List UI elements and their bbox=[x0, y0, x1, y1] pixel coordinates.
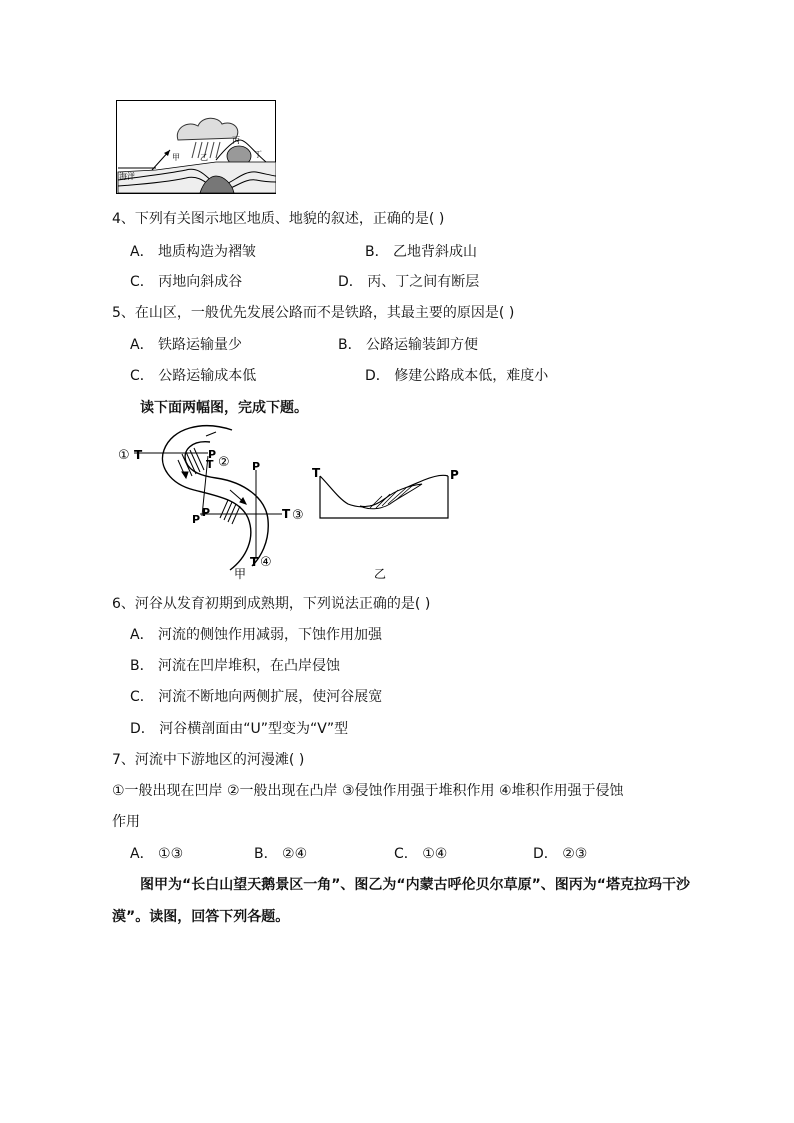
label-section-4: ④ bbox=[260, 555, 272, 570]
label-t-4: T bbox=[250, 555, 259, 569]
label-t-1: T bbox=[134, 448, 143, 462]
label-p-4: P bbox=[252, 460, 261, 473]
label-sea: 海洋 bbox=[119, 172, 135, 181]
q7-option-b[interactable]: B． ②④ bbox=[254, 846, 308, 862]
geology-section-figure bbox=[116, 100, 276, 194]
intro-read-figures: 读下面两幅图，完成下题。 bbox=[140, 400, 308, 416]
question-7-stem: 7、河流中下游地区的河漫滩( ) bbox=[112, 752, 305, 768]
q7-option-d[interactable]: D． ②③ bbox=[533, 846, 588, 862]
label-bing: 丙 bbox=[232, 136, 240, 145]
question-7-statements-cont: 作用 bbox=[112, 814, 140, 830]
question-5-stem: 5、在山区，一般优先发展公路而不是铁路，其最主要的原因是( ) bbox=[112, 305, 515, 321]
q4-option-b[interactable]: B． 乙地背斜成山 bbox=[365, 244, 478, 260]
label-t-3: T bbox=[282, 507, 291, 521]
label-p-yi: P bbox=[450, 468, 459, 482]
q5-option-d[interactable]: D． 修建公路成本低，难度小 bbox=[365, 368, 549, 384]
q4-option-c[interactable]: C． 丙地向斜成谷 bbox=[130, 274, 243, 290]
q6-option-a[interactable]: A． 河流的侧蚀作用减弱，下蚀作用加强 bbox=[130, 627, 383, 643]
question-7-statements: ①一般出现在凹岸 ②一般出现在凸岸 ③侵蚀作用强于堆积作用 ④堆积作用强于侵蚀 bbox=[112, 783, 624, 799]
label-p-2a: P bbox=[208, 448, 217, 461]
q5-option-a[interactable]: A． 铁路运输量少 bbox=[130, 337, 243, 353]
label-t-yi: T bbox=[312, 466, 321, 480]
label-ding: 丁 bbox=[254, 150, 262, 159]
q5-option-c[interactable]: C． 公路运输成本低 bbox=[130, 368, 257, 384]
label-section-1: ① bbox=[118, 448, 130, 463]
caption-yi: 乙 bbox=[374, 567, 387, 581]
q7-option-c[interactable]: C． ①④ bbox=[394, 846, 448, 862]
label-jia: 甲 bbox=[172, 153, 180, 162]
river-cross-section-figure bbox=[312, 462, 462, 582]
river-meander-figure bbox=[112, 420, 322, 582]
caption-jia: 甲 bbox=[234, 567, 247, 581]
intro-figures-cont: 漠”。读图，回答下列各题。 bbox=[112, 909, 290, 925]
intro-figures-jia-yi-bing: 图甲为“长白山望天鹅景区一角”、图乙为“内蒙古呼伦贝尔草原”、图丙为“塔克拉玛干沙 bbox=[140, 877, 691, 893]
q6-option-c[interactable]: C． 河流不断地向两侧扩展，使河谷展宽 bbox=[130, 689, 383, 705]
label-t-2: T bbox=[206, 458, 214, 471]
label-p-2b: P bbox=[202, 506, 211, 519]
question-4-stem: 4、下列有关图示地区地质、地貌的叙述，正确的是( ) bbox=[112, 211, 445, 227]
q4-option-d[interactable]: D． 丙、丁之间有断层 bbox=[338, 274, 480, 290]
label-section-3: ③ bbox=[292, 508, 304, 523]
label-yi: 乙 bbox=[200, 153, 208, 162]
label-section-2: ② bbox=[218, 455, 230, 470]
q6-option-b[interactable]: B． 河流在凹岸堆积，在凸岸侵蚀 bbox=[130, 658, 341, 674]
question-6-stem: 6、河谷从发育初期到成熟期，下列说法正确的是( ) bbox=[112, 596, 431, 612]
q6-option-d[interactable]: D． 河谷横剖面由“U”型变为“V”型 bbox=[130, 721, 349, 737]
q4-option-a[interactable]: A． 地质构造为褶皱 bbox=[130, 244, 257, 260]
q7-option-a[interactable]: A． ①③ bbox=[130, 846, 184, 862]
q5-option-b[interactable]: B． 公路运输装卸方便 bbox=[338, 337, 479, 353]
label-p-3: P bbox=[192, 513, 201, 526]
